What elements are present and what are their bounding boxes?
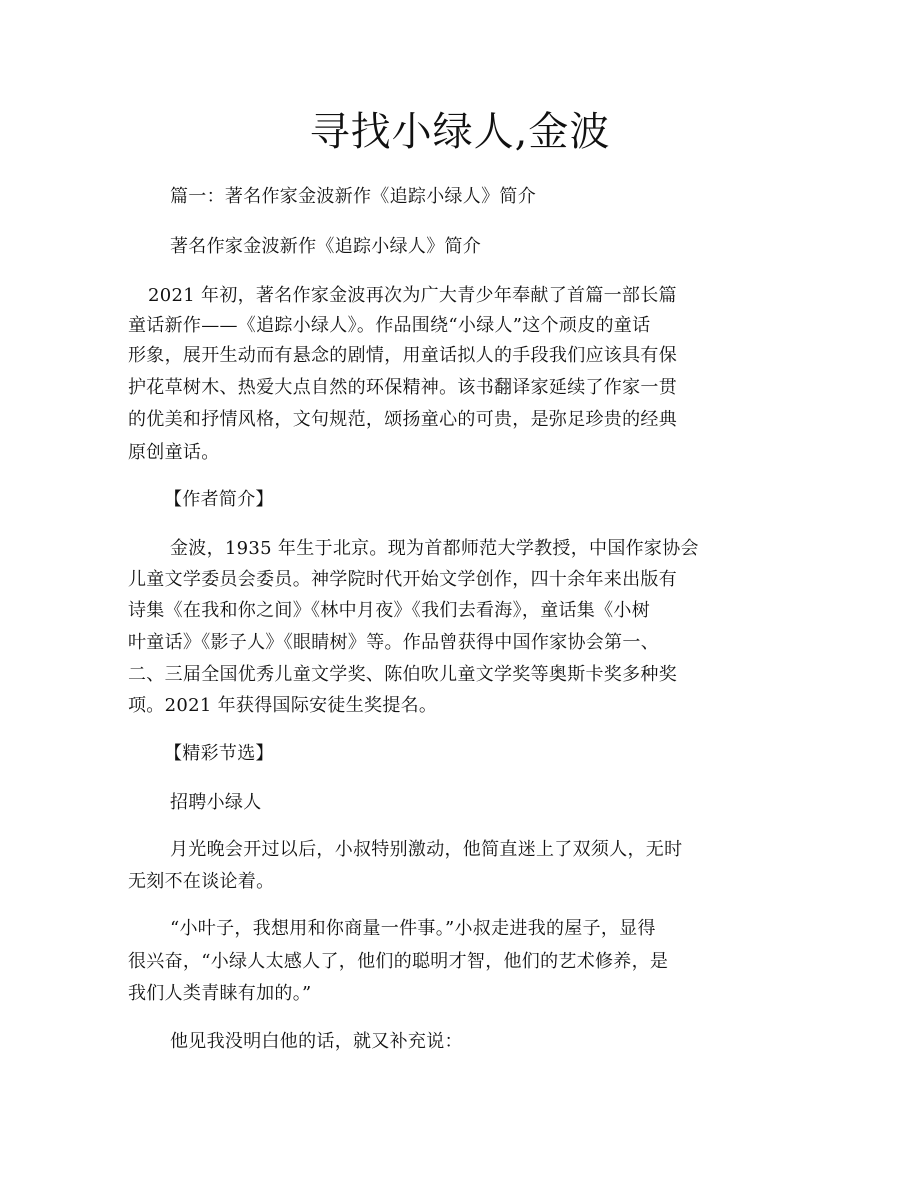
author-line: 二、三届全国优秀儿童文学奖、陈伯吹儿童文学奖等奥斯卡奖多种奖 (128, 664, 677, 685)
section-label: 篇一：著名作家金波新作《追踪小绿人》简介 (170, 186, 536, 207)
intro-line: 2021 年初，著名作家金波再次为广大青少年奉献了首篇一部长篇 (148, 285, 677, 306)
excerpt-heading: 【精彩节选】 (164, 743, 274, 764)
author-line: 项。2021 年获得国际安徒生奖提名。 (128, 695, 438, 716)
author-line: 诗集《在我和你之间》《林中月夜》《我们去看海》，童话集《小树 (128, 600, 650, 621)
excerpt-line: 很兴奋，“小绿人太感人了，他们的聪明才智，他们的艺术修养，是 (128, 951, 669, 972)
intro-line: 的优美和抒情风格，文句规范，颂扬童心的可贵，是弥足珍贵的经典 (128, 409, 677, 430)
section-subheading: 著名作家金波新作《追踪小绿人》简介 (170, 236, 482, 257)
intro-line: 原创童话。 (128, 442, 220, 463)
author-line: 儿童文学委员会委员。神学院时代开始文学创作，四十余年来出版有 (128, 569, 677, 590)
author-line: 金波，1935 年生于北京。现为首都师范大学教授，中国作家协会 (170, 538, 699, 559)
excerpt-line: 我们人类青睐有加的。” (128, 983, 312, 1004)
intro-line: 形象，展开生动而有悬念的剧情，用童话拟人的手段我们应该具有保 (128, 345, 677, 366)
excerpt-line: 无刻不在谈论着。 (128, 871, 275, 892)
excerpt-line: 月光晚会开过以后，小叔特别激动，他简直迷上了双须人，无时 (170, 839, 683, 860)
intro-line: 童话新作——《追踪小绿人》。作品围绕“小绿人”这个顽皮的童话 (128, 315, 651, 336)
document-title: 寻找小绿人,金波 (309, 109, 611, 155)
intro-line: 护花草树木、热爱大点自然的环保精神。该书翻译家延续了作家一贯 (128, 377, 677, 398)
excerpt-title: 招聘小绿人 (170, 792, 262, 813)
excerpt-line: “小叶子，我想用和你商量一件事。”小叔走进我的屋子，显得 (170, 918, 656, 939)
excerpt-paragraph-3: 他见我没明白他的话，就又补充说： (170, 1031, 463, 1052)
author-heading: 【作者简介】 (164, 489, 274, 510)
author-line: 叶童话》《影子人》《眼睛树》等。作品曾获得中国作家协会第一、 (128, 632, 659, 653)
